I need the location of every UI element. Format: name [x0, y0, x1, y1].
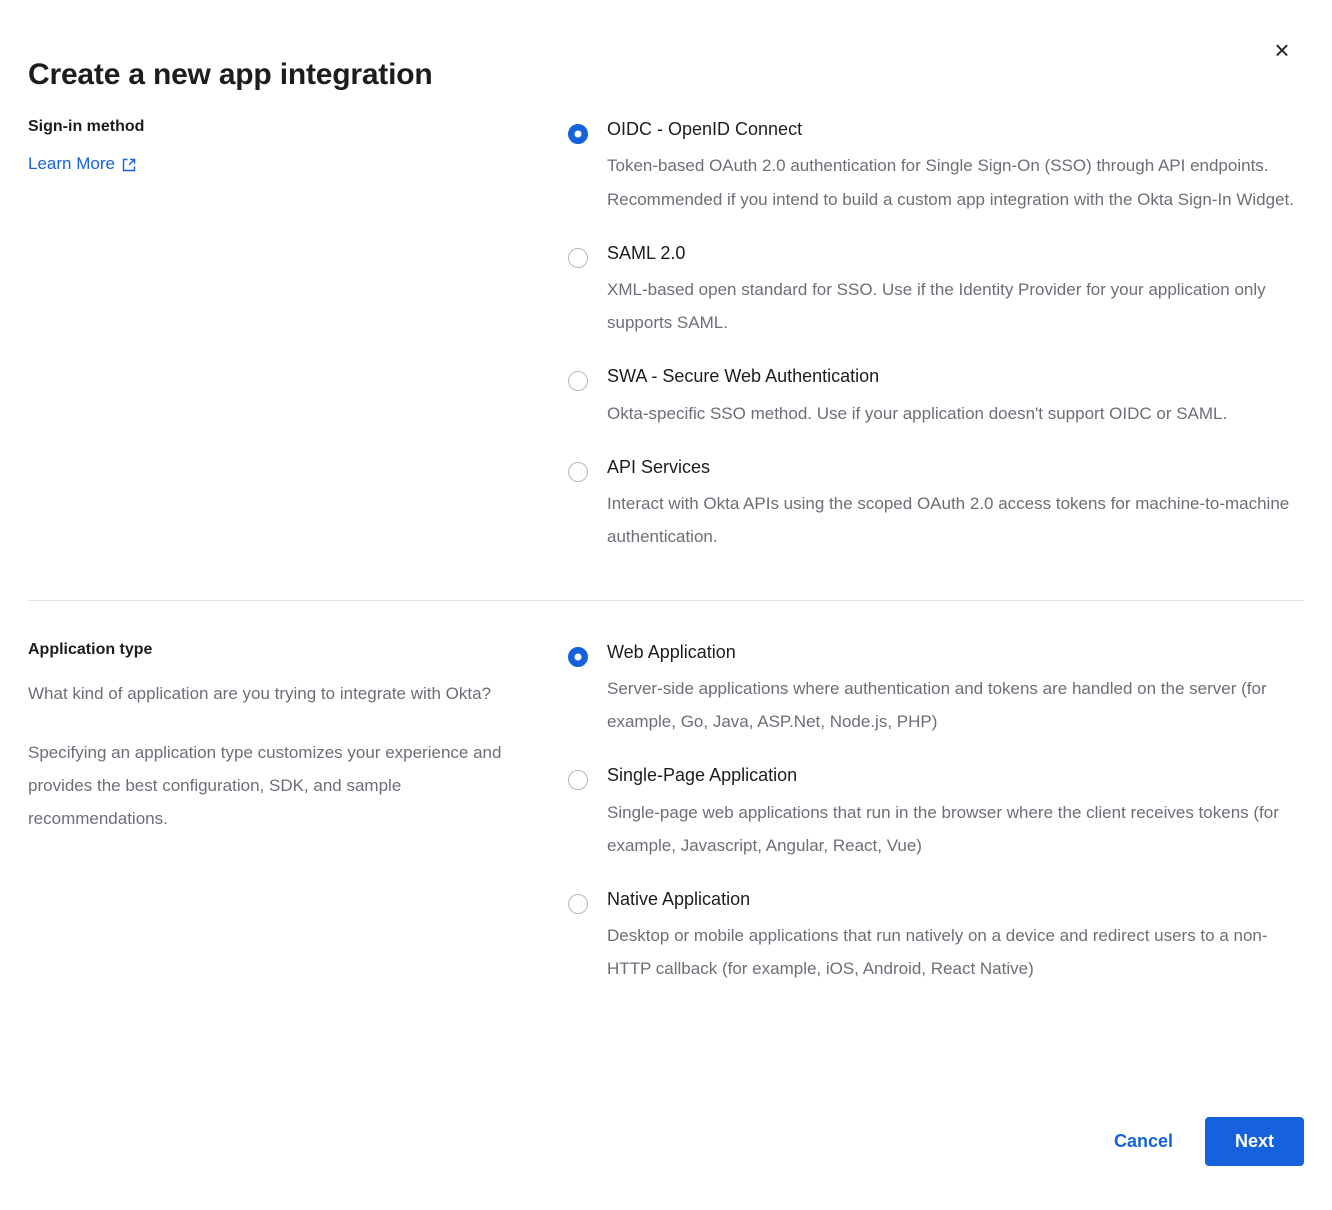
application-type-helper-1: What kind of application are you trying to integrate with Okta?: [28, 683, 492, 703]
sign-in-option-swa-body: [607, 365, 1304, 430]
dialog-footer: [1110, 1117, 1304, 1166]
sign-in-option-saml-desc: XML-based open standard for SSO. Use if the Identity Provider for your application only supports SAML.: [607, 280, 1266, 333]
app-type-option-native-body: [607, 888, 1304, 986]
learn-more-label: Learn More: [28, 154, 115, 173]
learn-more-link[interactable]: [28, 154, 136, 174]
sign-in-option-oidc-body: [607, 118, 1304, 216]
application-type-left: [28, 641, 568, 986]
sign-in-option-swa-desc: Okta-specific SSO method. Use if your application doesn't support OIDC or SAML.: [607, 403, 1228, 423]
app-type-option-native-title: Native Application: [607, 888, 751, 909]
application-type-section: [0, 641, 1332, 986]
app-type-option-spa-body: [607, 764, 1304, 862]
cancel-button[interactable]: Cancel: [1110, 1123, 1177, 1160]
application-type-options: [568, 641, 1304, 986]
application-type-label: Application type: [28, 640, 153, 658]
sign-in-option-oidc-desc: Token-based OAuth 2.0 authentication for Single Sign-On (SSO) through API endpoints. Recommended if you intend to build a custom app integration with the Okta Sign-In Widget.: [607, 156, 1294, 209]
section-divider: [28, 600, 1304, 601]
app-type-option-spa[interactable]: [568, 764, 1304, 862]
app-type-option-web-body: [607, 641, 1304, 739]
sign-in-option-saml-title: SAML 2.0: [607, 242, 686, 263]
sign-in-method-label: Sign-in method: [28, 118, 145, 135]
app-type-option-spa-desc: Single-page web applications that run in the browser where the client receives tokens (for example, Javascript, Angular, React, Vue): [607, 802, 1279, 855]
sign-in-method-options: [568, 118, 1304, 554]
sign-in-option-api-services-title: API Services: [607, 456, 711, 477]
app-type-option-spa-title: Single-Page Application: [607, 765, 798, 786]
radio-api-services[interactable]: [568, 462, 588, 482]
sign-in-option-api-services-body: [607, 456, 1304, 554]
app-type-option-web-title: Web Application: [607, 641, 736, 662]
app-type-option-native-desc: Desktop or mobile applications that run natively on a device and redirect users to a non-HTTP callback (for example, iOS, Android, React Native): [607, 926, 1268, 979]
radio-oidc[interactable]: [568, 124, 588, 144]
sign-in-method-left: [28, 118, 568, 554]
sign-in-option-saml-body: [607, 242, 1304, 340]
next-button[interactable]: Next: [1205, 1117, 1304, 1166]
sign-in-option-swa[interactable]: [568, 365, 1304, 430]
sign-in-option-api-services-desc: Interact with Okta APIs using the scoped OAuth 2.0 access tokens for machine-to-machine authentication.: [607, 494, 1290, 547]
sign-in-option-saml[interactable]: [568, 242, 1304, 340]
application-type-helper-2: Specifying an application type customizes your experience and provides the best configuration, SDK, and sample recommendations.: [28, 742, 502, 828]
app-type-option-web[interactable]: [568, 641, 1304, 739]
external-link-icon: [122, 157, 136, 171]
sign-in-method-section: [0, 92, 1332, 554]
radio-web-application[interactable]: [568, 647, 588, 667]
radio-single-page-application[interactable]: [568, 770, 588, 790]
sign-in-option-swa-title: SWA - Secure Web Authentication: [607, 366, 880, 387]
sign-in-option-oidc-title: OIDC - OpenID Connect: [607, 119, 803, 139]
radio-saml[interactable]: [568, 248, 588, 268]
app-type-option-native[interactable]: [568, 888, 1304, 986]
close-icon[interactable]: ×: [1268, 36, 1296, 64]
sign-in-option-oidc[interactable]: [568, 118, 1304, 216]
radio-native-application[interactable]: [568, 894, 588, 914]
sign-in-option-api-services[interactable]: [568, 456, 1304, 554]
radio-swa[interactable]: [568, 371, 588, 391]
app-type-option-web-desc: Server-side applications where authentication and tokens are handled on the server (for example, Go, Java, ASP.Net, Node.js, PHP): [607, 678, 1267, 732]
page-title: Create a new app integration: [28, 58, 433, 91]
